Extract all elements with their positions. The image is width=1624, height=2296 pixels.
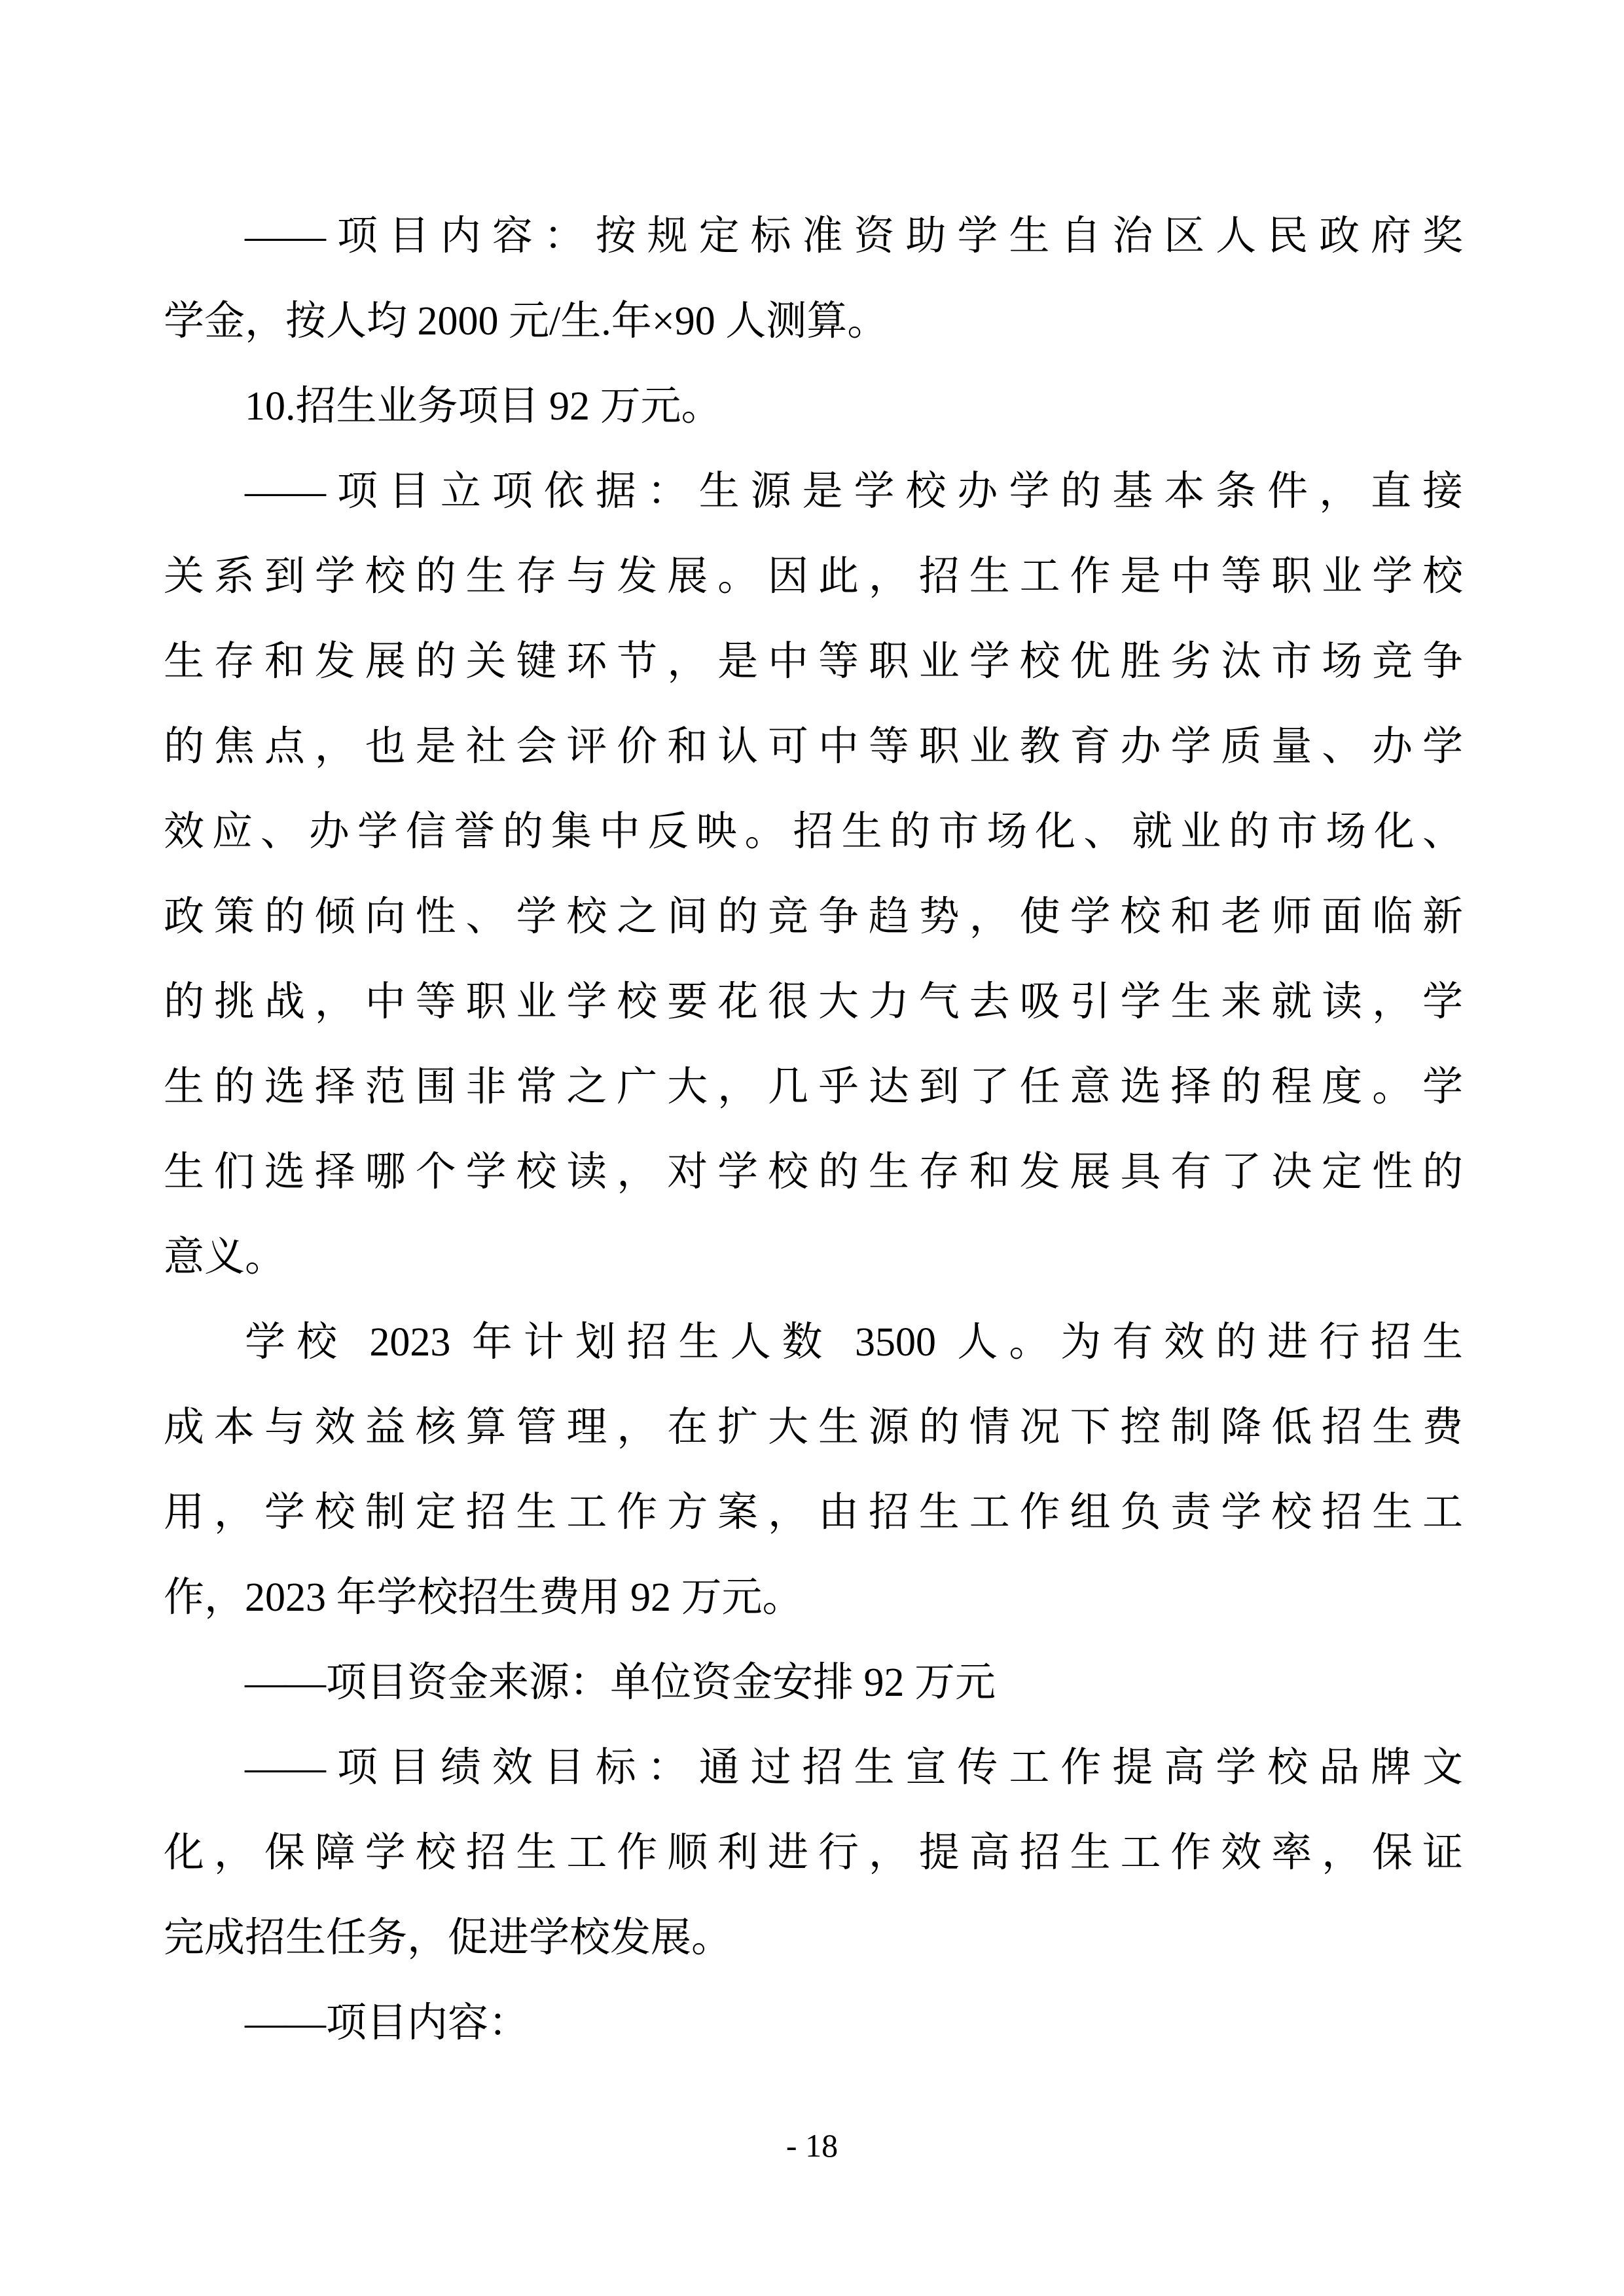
text-line: 成本与效益核算管理，在扩大生源的情况下控制降低招生费	[164, 1405, 1463, 1450]
text-line: 10.招生业务项目 92 万元。	[245, 384, 722, 429]
text-line: 化，保障学校招生工作顺利进行，提高招生工作效率，保证	[164, 1831, 1463, 1875]
text-line: ——项目内容：	[245, 2001, 530, 2045]
text-line: ——项目资金来源：单位资金安排 92 万元	[245, 1660, 996, 1705]
text-line: 作，2023 年学校招生费用 92 万元。	[164, 1575, 803, 1620]
text-line: 生的选择范围非常之广大，几乎达到了任意选择的程度。学	[164, 1065, 1463, 1109]
text-line: 完成招生任务，促进学校发展。	[164, 1916, 732, 1960]
text-line: ——项目绩效目标：通过招生宣传工作提高学校品牌文	[245, 1746, 1463, 1790]
text-line: 关系到学校的生存与发展。因此，招生工作是中等职业学校	[164, 554, 1463, 599]
text-line: 学金，按人均 2000 元/生.年×90 人测算。	[164, 299, 888, 344]
text-line: ——项目内容：按规定标准资助学生自治区人民政府奖	[245, 214, 1463, 259]
text-line: 的挑战，中等职业学校要花很大力气去吸引学生来就读，学	[164, 980, 1463, 1024]
text-line: 政策的倾向性、学校之间的竞争趋势，使学校和老师面临新	[164, 895, 1463, 939]
text-line: 学校 2023 年计划招生人数 3500 人。为有效的进行招生	[245, 1320, 1463, 1365]
text-line: 意义。	[164, 1235, 286, 1280]
text-line: 生存和发展的关键环节，是中等职业学校优胜劣汰市场竞争	[164, 639, 1463, 684]
page-number: - 18	[785, 2127, 839, 2164]
text-line: 的焦点，也是社会评价和认可中等职业教育办学质量、办学	[164, 725, 1463, 769]
document-body	[164, 194, 1463, 2066]
text-line: ——项目立项依据：生源是学校办学的基本条件，直接	[245, 469, 1463, 514]
text-line: 效应、办学信誉的集中反映。招生的市场化、就业的市场化、	[164, 810, 1463, 854]
text-line: 用，学校制定招生工作方案，由招生工作组负责学校招生工	[164, 1490, 1463, 1535]
text-line: 生们选择哪个学校读，对学校的生存和发展具有了决定性的	[164, 1150, 1463, 1194]
